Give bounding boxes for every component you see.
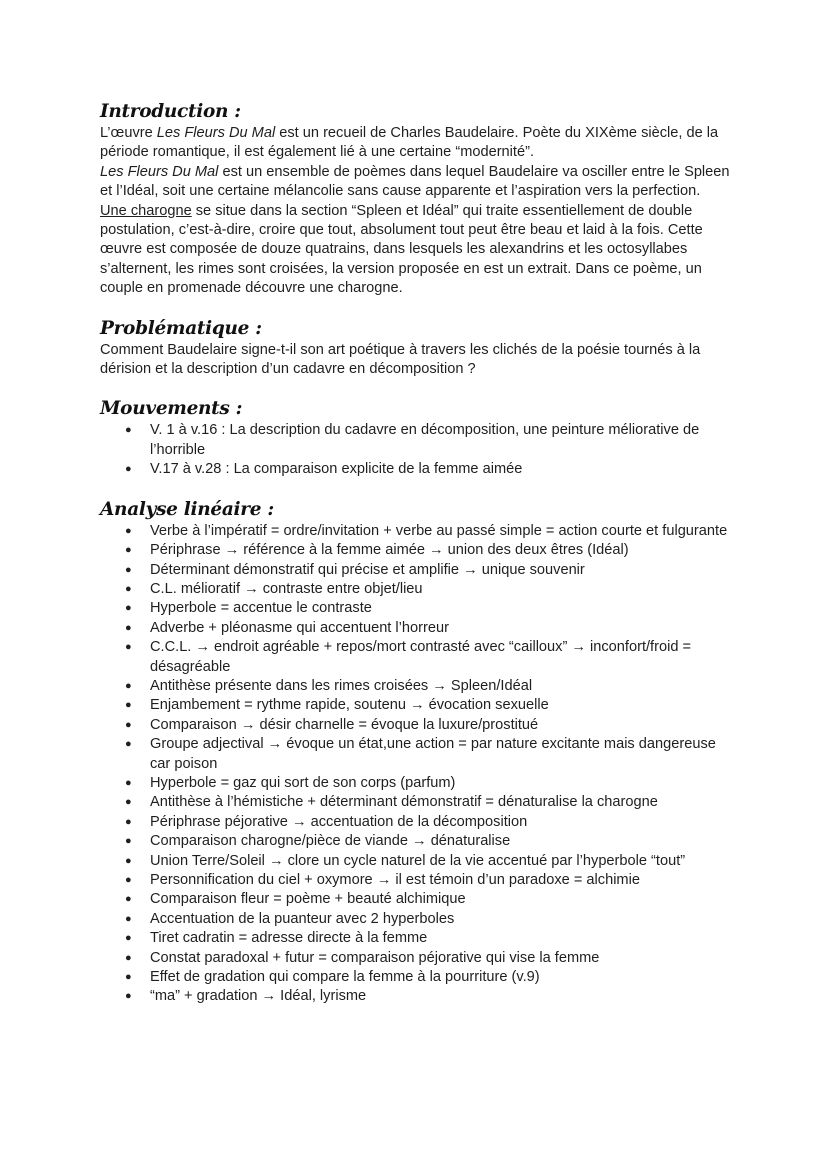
list-item-text: C.L. mélioratif → contraste entre objet/lieu [150,580,423,597]
list-item-text: C.C.L. → endroit agréable + repos/mort contrasté avec “cailloux” → inconfort/froid = désagréable [150,639,692,675]
poem-title: Une charogne [100,202,192,219]
list-item-text: Périphrase péjorative → accentuation de la décomposition [150,813,528,830]
work-title: Les Fleurs Du Mal [156,125,276,141]
bullet-icon: ● [125,971,132,984]
list-item [125,677,730,696]
list-item-text: Adverbe + pléonasme qui accentuent l’horreur [150,619,449,636]
list-item-text: Effet de gradation qui compare la femme à la pourriture (v.9) [150,969,540,986]
bullet-icon: ● [125,835,132,848]
list-item [125,774,730,793]
bullet-icon: ● [125,699,132,712]
mouvements-section [100,397,730,479]
list-item-text: Accentuation de la puanteur avec 2 hyperboles [150,910,455,927]
list-item-text: Constat paradoxal + futur = comparaison péjorative qui vise la femme [150,949,600,966]
list-item [125,813,730,832]
bullet-icon: ● [125,679,132,692]
list-item [125,910,730,929]
list-item-text: Tiret cadratin = adresse directe à la femme [150,930,428,947]
list-item [125,460,730,479]
list-item [125,832,730,851]
problematique-text: Comment Baudelaire signe-t-il son art poétique à travers les clichés de la poésie tournés à la dérision et la description d’un cadavre en décomposition ? [100,341,701,378]
list-item-text: Comparaison fleur = poème + beauté alchimique [150,891,466,908]
intro-text: L’œuvre [100,125,157,141]
intro-text: est un recueil de Charles Baudelaire. Poète du XIXème siècle, de la période romantique, il est également lié à une certaine “modernité”. [100,125,719,161]
list-item-text: Périphrase → référence à la femme aimée → union des deux êtres (Idéal) [150,542,629,559]
bullet-icon: ● [125,582,132,595]
list-item-text: Personnification du ciel + oxymore → il est témoin d’un paradoxe = alchimie [150,872,640,888]
mouvements-heading: Mouvements : [100,398,243,420]
list-item [125,580,730,599]
list-item-text: Comparaison charogne/pièce de viande → dénaturalise [150,833,511,850]
intro-text: se situe dans la section “Spleen et Idéal” qui traite essentiellement de double postulation, c’est-à-dire, croire que tout, absolument tout peut être beau et laid à la fois. Cette œuvre est composée de douze quatrains, dans lesquels les alexandrins et les octosyllabes s’alternent, les rimes sont croisées, la version proposée en est un extrait. Dans ce poème, un couple en promenade découvre une charogne. [100,202,703,297]
bullet-icon: ● [125,602,132,615]
bullet-icon: ● [125,893,132,906]
analyse-heading: Analyse linéaire : [100,498,274,520]
introduction-paragraph-2 [100,163,730,299]
list-item [125,599,730,618]
list-item-text: Enjambement = rythme rapide, soutenu → évocation sexuelle [150,697,549,714]
list-item-text: Déterminant démonstratif qui précise et amplifie → unique souvenir [150,561,585,578]
analyse-section [100,498,730,1007]
problematique-section [100,317,730,380]
intro-text: est un ensemble de poèmes dans lequel Baudelaire va osciller entre le Spleen et l’Idéal, soit une certaine mélancolie sans cause apparente et l’aspiration vers la perfection. [100,163,730,200]
list-item [125,987,730,1006]
document-page [100,100,730,1025]
list-item-text: Antithèse présente dans les rimes croisées → Spleen/Idéal [150,677,533,694]
bullet-icon: ● [125,524,132,537]
list-item [125,929,730,948]
mouvements-list [100,421,730,479]
bullet-icon: ● [125,796,132,809]
list-item-text: Antithèse à l’hémistiche + déterminant démonstratif = dénaturalise la charogne [150,794,658,811]
list-item [125,968,730,987]
problematique-heading: Problématique : [100,317,262,339]
bullet-icon: ● [125,932,132,945]
list-item [125,421,730,460]
list-item-text: Hyperbole = accentue le contraste [150,600,372,617]
list-item [125,541,730,560]
list-item [125,852,730,871]
work-title: Les Fleurs Du Mal [100,163,219,180]
list-item-text: Verbe à l’impératif = ordre/invitation + verbe au passé simple = action courte et fulgurante [150,522,728,539]
bullet-icon: ● [125,912,132,925]
analyse-list [100,522,730,1007]
list-item [125,793,730,812]
list-item [125,696,730,715]
bullet-icon: ● [125,854,132,867]
list-item-text: Hyperbole = gaz qui sort de son corps (parfum) [150,774,456,791]
list-item [125,522,730,541]
list-item [125,619,730,638]
bullet-icon: ● [125,641,132,654]
bullet-icon: ● [125,951,132,964]
bullet-icon: ● [125,874,132,886]
list-item [125,716,730,735]
introduction-heading: Introduction : [100,101,241,122]
list-item [125,561,730,580]
bullet-icon: ● [125,718,132,731]
list-item [125,735,730,774]
list-item [125,871,730,890]
list-item-text: Union Terre/Soleil → clore un cycle naturel de la vie accentué par l’hyperbole “tout” [150,852,686,869]
list-item-text: Comparaison → désir charnelle = évoque la luxure/prostitué [150,716,539,733]
list-item-text: Groupe adjectival → évoque un état,une action = par nature excitante mais dangereuse car poison [150,736,716,772]
bullet-icon: ● [125,776,132,789]
list-item-text: V. 1 à v.16 : La description du cadavre en décomposition, une peinture méliorative de l’horrible [150,422,700,458]
bullet-icon: ● [125,463,132,476]
bullet-icon: ● [125,621,132,634]
list-item-text: V.17 à v.28 : La comparaison explicite de la femme aimée [150,461,523,478]
bullet-icon: ● [125,424,132,437]
bullet-icon: ● [125,738,132,751]
list-item [125,890,730,909]
introduction-paragraph-1 [100,124,730,163]
bullet-icon: ● [125,563,132,576]
list-item [125,949,730,968]
list-item [125,638,730,677]
bullet-icon: ● [125,990,132,1003]
bullet-icon: ● [125,815,132,828]
introduction-section [100,100,730,299]
list-item-text: “ma” + gradation → Idéal, lyrisme [150,988,367,1005]
bullet-icon: ● [125,544,132,557]
